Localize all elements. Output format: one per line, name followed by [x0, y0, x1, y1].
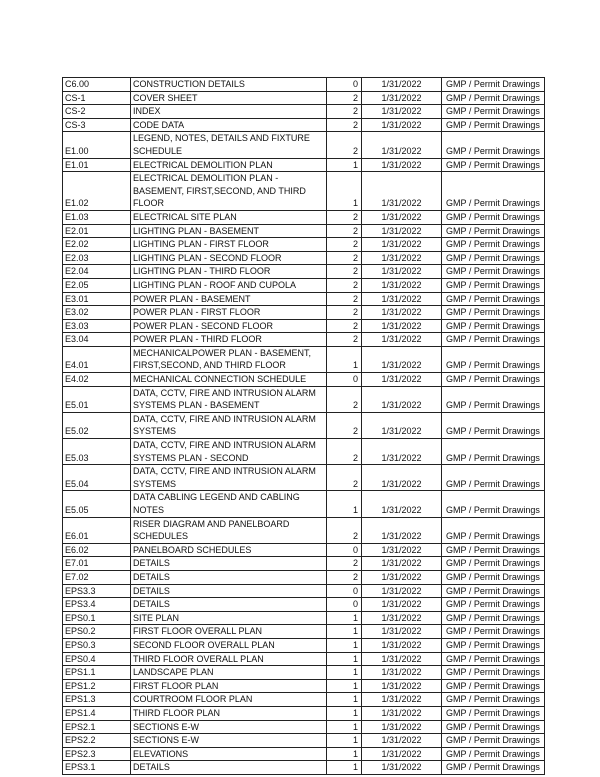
revision-cell: 2 — [327, 210, 362, 224]
sheet-title-cell: COURTROOM FLOOR PLAN — [131, 693, 327, 707]
sheet-title-cell: RISER DIAGRAM AND PANELBOARD SCHEDULES — [131, 517, 327, 543]
revision-cell: 2 — [327, 465, 362, 491]
sheet-title-cell: COVER SHEET — [131, 91, 327, 105]
sheet-title-cell: FIRST FLOOR OVERALL PLAN — [131, 625, 327, 639]
sheet-title-cell: LIGHTING PLAN - BASEMENT — [131, 224, 327, 238]
revision-cell: 2 — [327, 386, 362, 412]
sheet-title-cell: DETAILS — [131, 598, 327, 612]
revision-cell: 1 — [327, 693, 362, 707]
sheet-title-cell: SECTIONS E-W — [131, 720, 327, 734]
issue-date-cell: 1/31/2022 — [362, 543, 442, 557]
issue-date-cell: 1/31/2022 — [362, 346, 442, 372]
issue-date-cell: 1/31/2022 — [362, 557, 442, 571]
sheet-number-cell: E6.02 — [63, 543, 131, 557]
issue-status-cell: GMP / Permit Drawings — [442, 679, 545, 693]
drawing-index-sheet — [62, 77, 544, 775]
table-row — [63, 543, 545, 557]
sheet-title-cell: ELEVATIONS — [131, 747, 327, 761]
issue-date-cell: 1/31/2022 — [362, 238, 442, 252]
sheet-title-cell: DATA, CCTV, FIRE AND INTRUSION ALARM SYSTEMS — [131, 412, 327, 438]
sheet-title-cell: SITE PLAN — [131, 611, 327, 625]
revision-cell: 0 — [327, 543, 362, 557]
sheet-title-cell: POWER PLAN - FIRST FLOOR — [131, 306, 327, 320]
sheet-number-cell: EPS3.3 — [63, 584, 131, 598]
revision-cell: 2 — [327, 517, 362, 543]
sheet-title-cell: DETAILS — [131, 557, 327, 571]
sheet-title-cell: POWER PLAN - THIRD FLOOR — [131, 333, 327, 347]
table-row — [63, 224, 545, 238]
issue-date-cell: 1/31/2022 — [362, 598, 442, 612]
sheet-title-cell: LIGHTING PLAN - SECOND FLOOR — [131, 251, 327, 265]
revision-cell: 1 — [327, 158, 362, 172]
issue-date-cell: 1/31/2022 — [362, 265, 442, 279]
issue-status-cell: GMP / Permit Drawings — [442, 333, 545, 347]
issue-status-cell: GMP / Permit Drawings — [442, 706, 545, 720]
issue-status-cell: GMP / Permit Drawings — [442, 78, 545, 92]
sheet-number-cell: E2.03 — [63, 251, 131, 265]
table-row — [63, 570, 545, 584]
issue-status-cell: GMP / Permit Drawings — [442, 693, 545, 707]
table-row — [63, 292, 545, 306]
issue-date-cell: 1/31/2022 — [362, 570, 442, 584]
issue-date-cell: 1/31/2022 — [362, 638, 442, 652]
issue-status-cell: GMP / Permit Drawings — [442, 543, 545, 557]
sheet-title-cell: MECHANICALPOWER PLAN - BASEMENT, FIRST,SECOND, AND THIRD FLOOR — [131, 346, 327, 372]
issue-status-cell: GMP / Permit Drawings — [442, 734, 545, 748]
table-row — [63, 652, 545, 666]
sheet-number-cell: E7.02 — [63, 570, 131, 584]
table-row — [63, 638, 545, 652]
issue-date-cell: 1/31/2022 — [362, 105, 442, 119]
sheet-number-cell: EPS0.4 — [63, 652, 131, 666]
sheet-title-cell: LEGEND, NOTES, DETAILS AND FIXTURE SCHEDULE — [131, 132, 327, 158]
issue-date-cell: 1/31/2022 — [362, 465, 442, 491]
sheet-title-cell: DATA, CCTV, FIRE AND INTRUSION ALARM SYSTEMS — [131, 465, 327, 491]
table-row — [63, 238, 545, 252]
issue-date-cell: 1/31/2022 — [362, 306, 442, 320]
table-row — [63, 734, 545, 748]
issue-status-cell: GMP / Permit Drawings — [442, 386, 545, 412]
revision-cell: 2 — [327, 306, 362, 320]
sheet-title-cell: DATA CABLING LEGEND AND CABLING NOTES — [131, 491, 327, 517]
table-row — [63, 491, 545, 517]
sheet-number-cell: EPS2.1 — [63, 720, 131, 734]
table-row — [63, 625, 545, 639]
sheet-number-cell: EPS0.3 — [63, 638, 131, 652]
table-row — [63, 118, 545, 132]
sheet-number-cell: E6.01 — [63, 517, 131, 543]
revision-cell: 2 — [327, 333, 362, 347]
revision-cell: 2 — [327, 570, 362, 584]
drawing-index-rows — [63, 78, 545, 775]
issue-date-cell: 1/31/2022 — [362, 625, 442, 639]
revision-cell: 1 — [327, 706, 362, 720]
issue-date-cell: 1/31/2022 — [362, 491, 442, 517]
issue-status-cell: GMP / Permit Drawings — [442, 611, 545, 625]
issue-status-cell: GMP / Permit Drawings — [442, 278, 545, 292]
issue-status-cell: GMP / Permit Drawings — [442, 598, 545, 612]
sheet-title-cell: SECTIONS E-W — [131, 734, 327, 748]
sheet-title-cell: ELECTRICAL DEMOLITION PLAN — [131, 158, 327, 172]
issue-date-cell: 1/31/2022 — [362, 172, 442, 211]
revision-cell: 1 — [327, 747, 362, 761]
issue-status-cell: GMP / Permit Drawings — [442, 465, 545, 491]
sheet-number-cell: E3.01 — [63, 292, 131, 306]
table-row — [63, 172, 545, 211]
issue-status-cell: GMP / Permit Drawings — [442, 210, 545, 224]
issue-date-cell: 1/31/2022 — [362, 251, 442, 265]
sheet-number-cell: C6.00 — [63, 78, 131, 92]
sheet-number-cell: EPS3.4 — [63, 598, 131, 612]
issue-date-cell: 1/31/2022 — [362, 652, 442, 666]
revision-cell: 2 — [327, 132, 362, 158]
sheet-title-cell: LIGHTING PLAN - ROOF AND CUPOLA — [131, 278, 327, 292]
sheet-title-cell: LIGHTING PLAN - FIRST FLOOR — [131, 238, 327, 252]
issue-status-cell: GMP / Permit Drawings — [442, 238, 545, 252]
table-row — [63, 158, 545, 172]
revision-cell: 1 — [327, 638, 362, 652]
sheet-number-cell: CS-3 — [63, 118, 131, 132]
table-row — [63, 373, 545, 387]
issue-status-cell: GMP / Permit Drawings — [442, 158, 545, 172]
issue-status-cell: GMP / Permit Drawings — [442, 720, 545, 734]
issue-status-cell: GMP / Permit Drawings — [442, 319, 545, 333]
issue-status-cell: GMP / Permit Drawings — [442, 491, 545, 517]
sheet-number-cell: EPS1.4 — [63, 706, 131, 720]
sheet-title-cell: FIRST FLOOR PLAN — [131, 679, 327, 693]
table-row — [63, 584, 545, 598]
table-row — [63, 386, 545, 412]
sheet-number-cell: E3.04 — [63, 333, 131, 347]
revision-cell: 1 — [327, 666, 362, 680]
revision-cell: 2 — [327, 251, 362, 265]
issue-date-cell: 1/31/2022 — [362, 319, 442, 333]
sheet-number-cell: EPS1.1 — [63, 666, 131, 680]
issue-status-cell: GMP / Permit Drawings — [442, 761, 545, 775]
table-row — [63, 761, 545, 775]
sheet-number-cell: E4.01 — [63, 346, 131, 372]
issue-status-cell: GMP / Permit Drawings — [442, 625, 545, 639]
sheet-number-cell: E2.01 — [63, 224, 131, 238]
issue-date-cell: 1/31/2022 — [362, 706, 442, 720]
issue-status-cell: GMP / Permit Drawings — [442, 172, 545, 211]
issue-date-cell: 1/31/2022 — [362, 734, 442, 748]
issue-status-cell: GMP / Permit Drawings — [442, 91, 545, 105]
sheet-number-cell: E5.05 — [63, 491, 131, 517]
issue-status-cell: GMP / Permit Drawings — [442, 557, 545, 571]
issue-status-cell: GMP / Permit Drawings — [442, 570, 545, 584]
issue-status-cell: GMP / Permit Drawings — [442, 265, 545, 279]
revision-cell: 2 — [327, 557, 362, 571]
sheet-title-cell: DATA, CCTV, FIRE AND INTRUSION ALARM SYSTEMS PLAN - SECOND — [131, 439, 327, 465]
revision-cell: 0 — [327, 598, 362, 612]
sheet-number-cell: EPS0.2 — [63, 625, 131, 639]
revision-cell: 2 — [327, 265, 362, 279]
sheet-number-cell: CS-1 — [63, 91, 131, 105]
issue-status-cell: GMP / Permit Drawings — [442, 412, 545, 438]
table-row — [63, 720, 545, 734]
issue-date-cell: 1/31/2022 — [362, 210, 442, 224]
issue-status-cell: GMP / Permit Drawings — [442, 652, 545, 666]
sheet-number-cell: E1.01 — [63, 158, 131, 172]
revision-cell: 1 — [327, 679, 362, 693]
sheet-number-cell: EPS1.2 — [63, 679, 131, 693]
sheet-title-cell: DETAILS — [131, 584, 327, 598]
issue-date-cell: 1/31/2022 — [362, 278, 442, 292]
sheet-number-cell: E5.01 — [63, 386, 131, 412]
revision-cell: 0 — [327, 78, 362, 92]
sheet-title-cell: LIGHTING PLAN - THIRD FLOOR — [131, 265, 327, 279]
issue-date-cell: 1/31/2022 — [362, 132, 442, 158]
issue-date-cell: 1/31/2022 — [362, 333, 442, 347]
issue-date-cell: 1/31/2022 — [362, 412, 442, 438]
sheet-number-cell: E1.03 — [63, 210, 131, 224]
table-row — [63, 693, 545, 707]
issue-date-cell: 1/31/2022 — [362, 584, 442, 598]
sheet-title-cell: CODE DATA — [131, 118, 327, 132]
sheet-title-cell: THIRD FLOOR PLAN — [131, 706, 327, 720]
sheet-title-cell: DATA, CCTV, FIRE AND INTRUSION ALARM SYSTEMS PLAN - BASEMENT — [131, 386, 327, 412]
revision-cell: 2 — [327, 118, 362, 132]
issue-date-cell: 1/31/2022 — [362, 91, 442, 105]
table-row — [63, 557, 545, 571]
sheet-number-cell: E2.05 — [63, 278, 131, 292]
sheet-number-cell: E4.02 — [63, 373, 131, 387]
issue-status-cell: GMP / Permit Drawings — [442, 224, 545, 238]
sheet-title-cell: LANDSCAPE PLAN — [131, 666, 327, 680]
sheet-title-cell: ELECTRICAL SITE PLAN — [131, 210, 327, 224]
revision-cell: 2 — [327, 439, 362, 465]
table-row — [63, 706, 545, 720]
sheet-title-cell: PANELBOARD SCHEDULES — [131, 543, 327, 557]
sheet-title-cell: POWER PLAN - SECOND FLOOR — [131, 319, 327, 333]
sheet-number-cell: EPS2.3 — [63, 747, 131, 761]
sheet-number-cell: E5.03 — [63, 439, 131, 465]
sheet-title-cell: ELECTRICAL DEMOLITION PLAN - BASEMENT, FIRST,SECOND, AND THIRD FLOOR — [131, 172, 327, 211]
table-row — [63, 679, 545, 693]
sheet-number-cell: EPS0.1 — [63, 611, 131, 625]
issue-date-cell: 1/31/2022 — [362, 386, 442, 412]
table-row — [63, 265, 545, 279]
sheet-number-cell: E1.02 — [63, 172, 131, 211]
issue-date-cell: 1/31/2022 — [362, 78, 442, 92]
table-row — [63, 105, 545, 119]
table-row — [63, 278, 545, 292]
issue-date-cell: 1/31/2022 — [362, 118, 442, 132]
table-row — [63, 439, 545, 465]
issue-date-cell: 1/31/2022 — [362, 693, 442, 707]
issue-status-cell: GMP / Permit Drawings — [442, 251, 545, 265]
issue-date-cell: 1/31/2022 — [362, 747, 442, 761]
issue-date-cell: 1/31/2022 — [362, 158, 442, 172]
table-row — [63, 210, 545, 224]
sheet-title-cell: MECHANICAL CONNECTION SCHEDULE — [131, 373, 327, 387]
issue-status-cell: GMP / Permit Drawings — [442, 306, 545, 320]
table-row — [63, 91, 545, 105]
table-row — [63, 747, 545, 761]
issue-date-cell: 1/31/2022 — [362, 611, 442, 625]
sheet-title-cell: CONSTRUCTION DETAILS — [131, 78, 327, 92]
revision-cell: 1 — [327, 346, 362, 372]
issue-status-cell: GMP / Permit Drawings — [442, 584, 545, 598]
revision-cell: 2 — [327, 91, 362, 105]
issue-status-cell: GMP / Permit Drawings — [442, 747, 545, 761]
revision-cell: 1 — [327, 172, 362, 211]
issue-date-cell: 1/31/2022 — [362, 761, 442, 775]
sheet-title-cell: INDEX — [131, 105, 327, 119]
table-row — [63, 319, 545, 333]
issue-date-cell: 1/31/2022 — [362, 439, 442, 465]
table-row — [63, 412, 545, 438]
revision-cell: 1 — [327, 625, 362, 639]
revision-cell: 0 — [327, 584, 362, 598]
issue-status-cell: GMP / Permit Drawings — [442, 439, 545, 465]
revision-cell: 2 — [327, 224, 362, 238]
issue-status-cell: GMP / Permit Drawings — [442, 346, 545, 372]
issue-status-cell: GMP / Permit Drawings — [442, 517, 545, 543]
issue-status-cell: GMP / Permit Drawings — [442, 118, 545, 132]
issue-status-cell: GMP / Permit Drawings — [442, 666, 545, 680]
issue-date-cell: 1/31/2022 — [362, 720, 442, 734]
revision-cell: 1 — [327, 761, 362, 775]
revision-cell: 2 — [327, 319, 362, 333]
issue-date-cell: 1/31/2022 — [362, 224, 442, 238]
revision-cell: 2 — [327, 412, 362, 438]
table-row — [63, 598, 545, 612]
sheet-title-cell: SECOND FLOOR OVERALL PLAN — [131, 638, 327, 652]
issue-status-cell: GMP / Permit Drawings — [442, 373, 545, 387]
revision-cell: 2 — [327, 278, 362, 292]
table-row — [63, 465, 545, 491]
drawing-index-table — [62, 77, 545, 775]
issue-date-cell: 1/31/2022 — [362, 666, 442, 680]
sheet-number-cell: E2.02 — [63, 238, 131, 252]
revision-cell: 1 — [327, 491, 362, 517]
sheet-number-cell: E3.03 — [63, 319, 131, 333]
revision-cell: 0 — [327, 373, 362, 387]
revision-cell: 2 — [327, 105, 362, 119]
issue-date-cell: 1/31/2022 — [362, 373, 442, 387]
issue-date-cell: 1/31/2022 — [362, 679, 442, 693]
table-row — [63, 666, 545, 680]
table-row — [63, 132, 545, 158]
sheet-number-cell: E3.02 — [63, 306, 131, 320]
sheet-number-cell: E7.01 — [63, 557, 131, 571]
table-row — [63, 346, 545, 372]
issue-status-cell: GMP / Permit Drawings — [442, 132, 545, 158]
table-row — [63, 333, 545, 347]
revision-cell: 1 — [327, 611, 362, 625]
issue-date-cell: 1/31/2022 — [362, 292, 442, 306]
sheet-title-cell: POWER PLAN - BASEMENT — [131, 292, 327, 306]
sheet-title-cell: DETAILS — [131, 570, 327, 584]
sheet-number-cell: CS-2 — [63, 105, 131, 119]
table-row — [63, 78, 545, 92]
revision-cell: 1 — [327, 652, 362, 666]
issue-date-cell: 1/31/2022 — [362, 517, 442, 543]
revision-cell: 2 — [327, 292, 362, 306]
table-row — [63, 611, 545, 625]
table-row — [63, 251, 545, 265]
revision-cell: 1 — [327, 734, 362, 748]
sheet-title-cell: DETAILS — [131, 761, 327, 775]
sheet-number-cell: EPS3.1 — [63, 761, 131, 775]
sheet-number-cell: EPS2.2 — [63, 734, 131, 748]
sheet-number-cell: EPS1.3 — [63, 693, 131, 707]
sheet-number-cell: E1.00 — [63, 132, 131, 158]
issue-status-cell: GMP / Permit Drawings — [442, 105, 545, 119]
revision-cell: 2 — [327, 238, 362, 252]
issue-status-cell: GMP / Permit Drawings — [442, 292, 545, 306]
sheet-number-cell: E5.04 — [63, 465, 131, 491]
table-row — [63, 517, 545, 543]
revision-cell: 1 — [327, 720, 362, 734]
issue-status-cell: GMP / Permit Drawings — [442, 638, 545, 652]
sheet-number-cell: E2.04 — [63, 265, 131, 279]
table-row — [63, 306, 545, 320]
sheet-title-cell: THIRD FLOOR OVERALL PLAN — [131, 652, 327, 666]
sheet-number-cell: E5.02 — [63, 412, 131, 438]
